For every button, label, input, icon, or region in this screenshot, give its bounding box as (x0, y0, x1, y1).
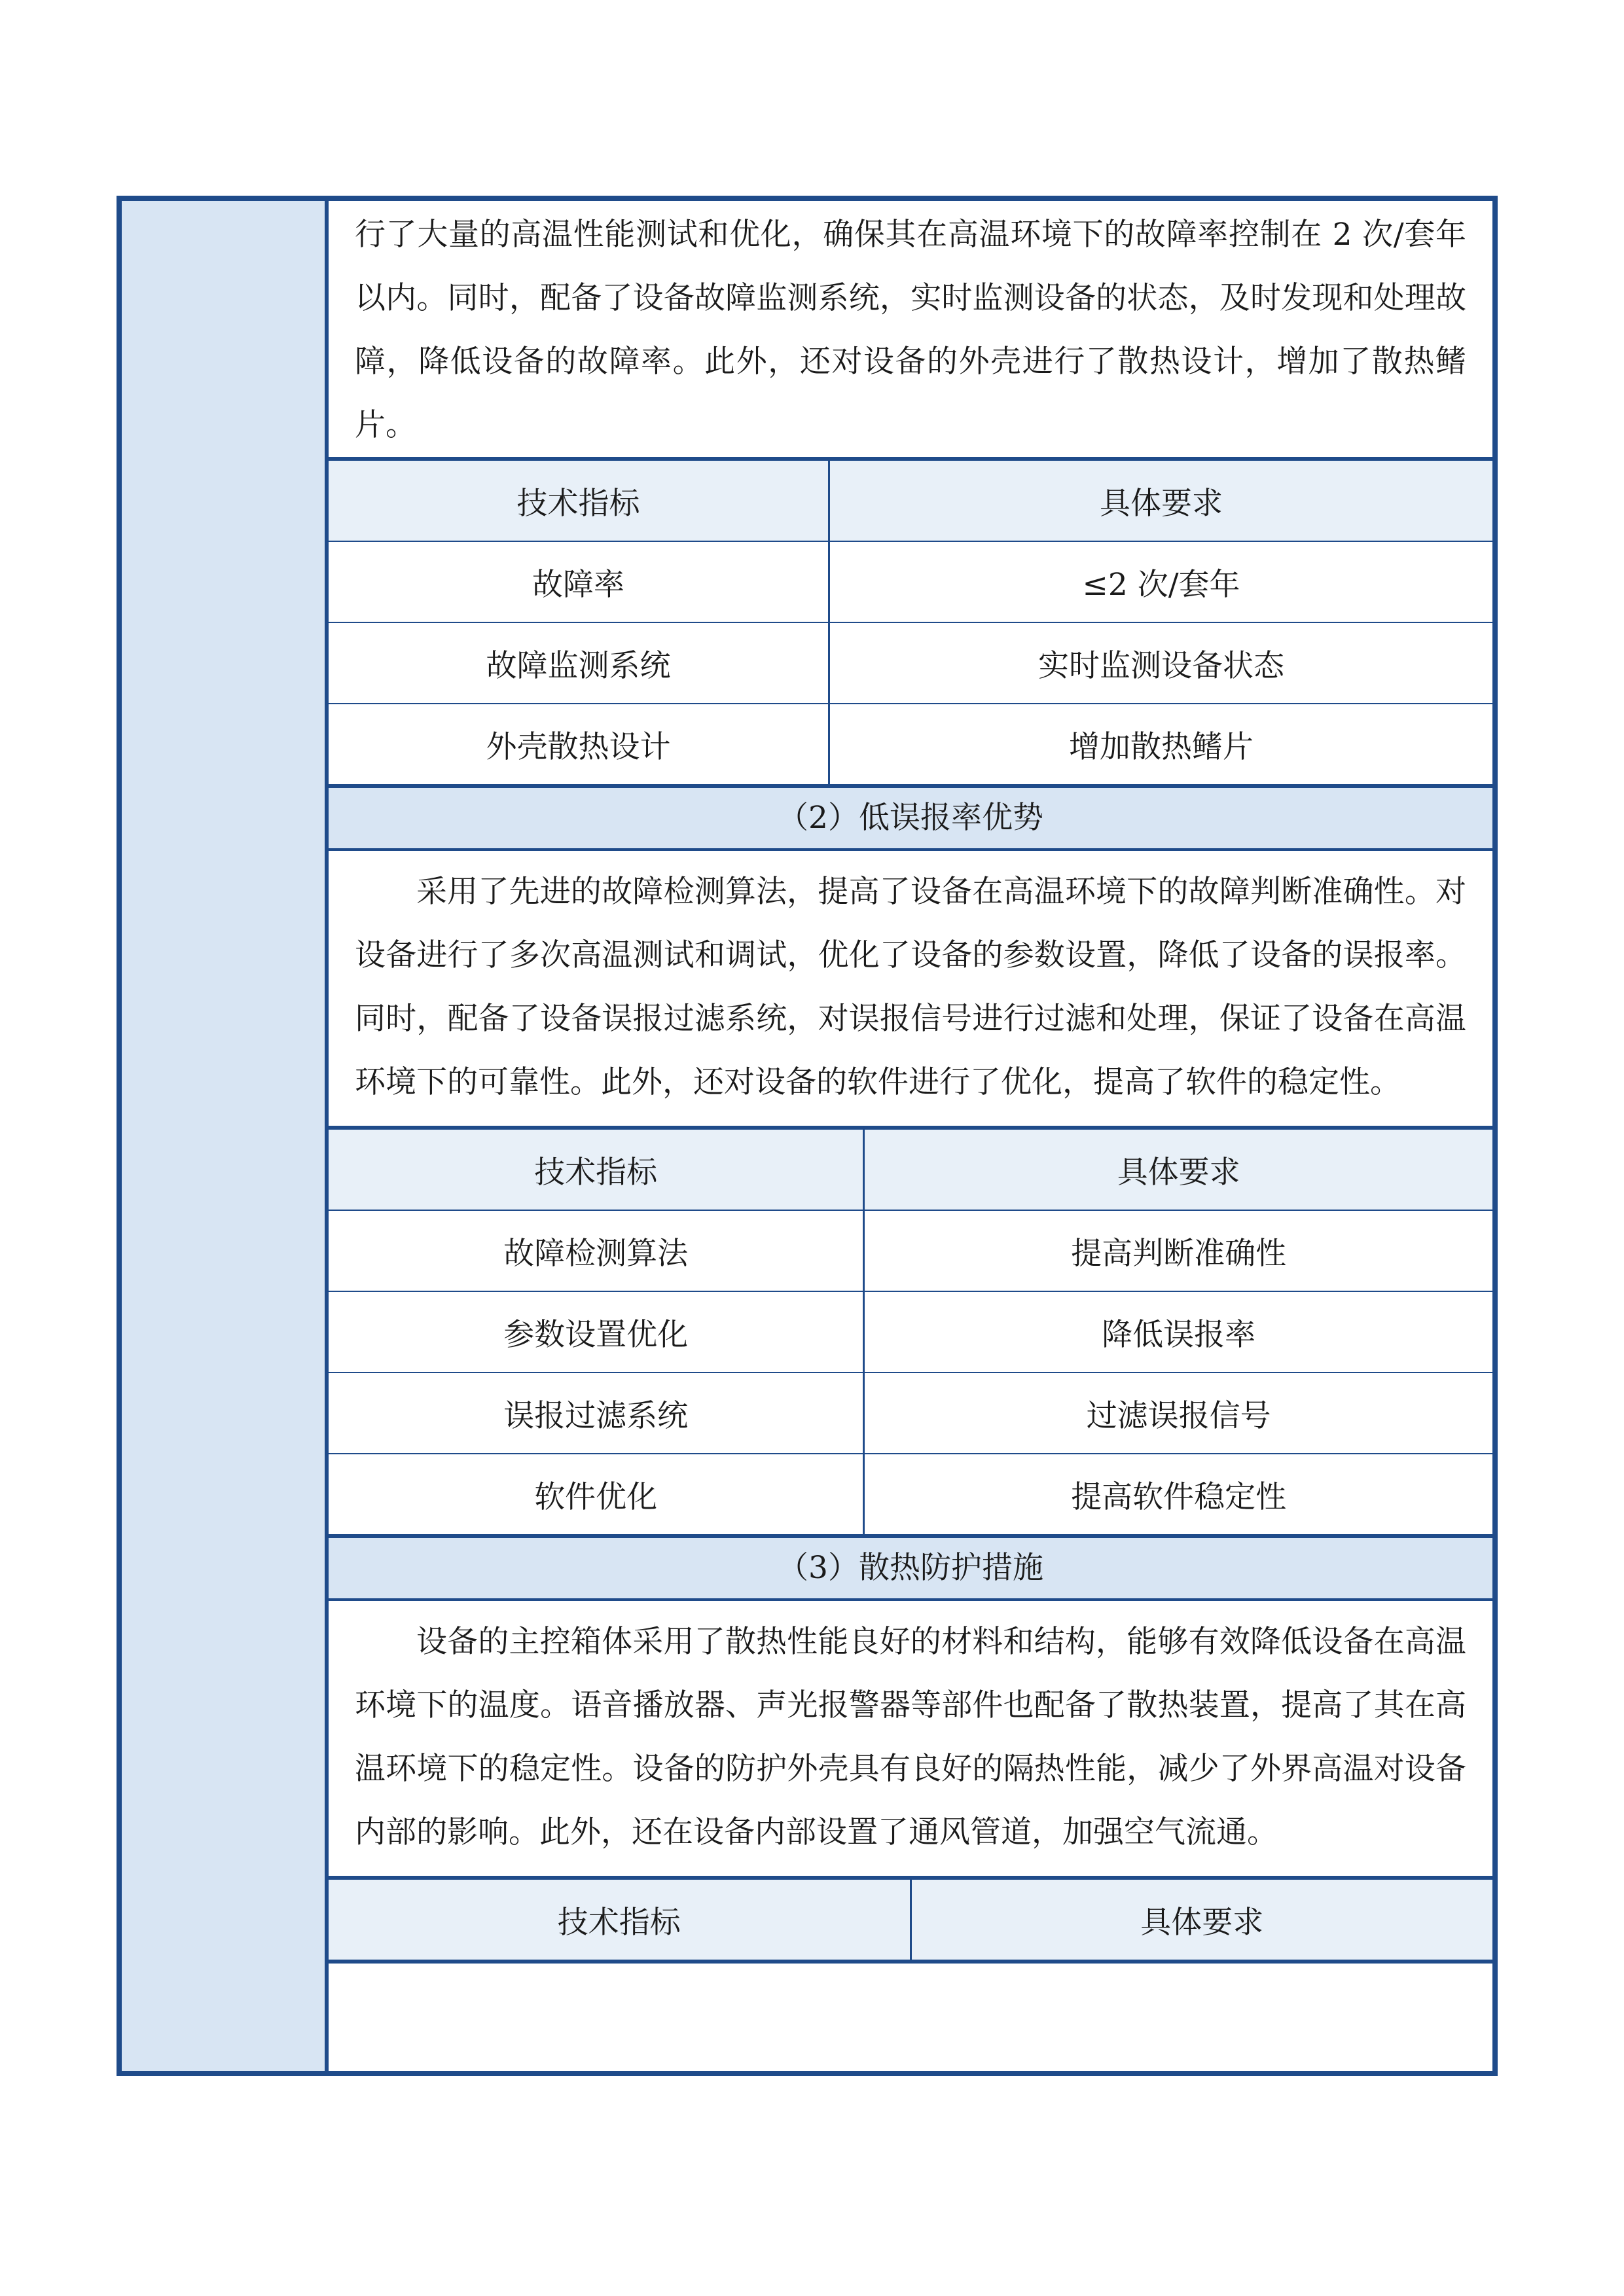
table-row (329, 704, 1492, 786)
table-cell: 故障检测算法 (329, 1210, 864, 1291)
table-cell: 降低误报率 (864, 1291, 1492, 1372)
spec-table-1 (329, 461, 1492, 788)
left-label-column (122, 201, 329, 2071)
column-header: 技术指标 (329, 461, 829, 541)
column-header: 具体要求 (911, 1880, 1492, 1962)
section-2-title: （2）低误报率优势 (329, 788, 1492, 851)
table-row (329, 1454, 1492, 1536)
table-cell: 故障监测系统 (329, 622, 829, 704)
table-header-row (329, 461, 1492, 541)
intro-paragraph: 行了大量的高温性能测试和优化，确保其在高温环境下的故障率控制在 2 次/套年以内。同时，配备了设备故障监测系统，实时监测设备的状态，及时发现和处理故障，降低设备的故障率。此外，还对设备的外壳进行了散热设计，增加了散热鳍片。 (329, 201, 1492, 461)
table-cell: 软件优化 (329, 1454, 864, 1536)
table-header-row (329, 1130, 1492, 1210)
section-2-paragraph: 采用了先进的故障检测算法，提高了设备在高温环境下的故障判断准确性。对设备进行了多次高温测试和调试，优化了设备的参数设置，降低了设备的误报率。同时，配备了设备误报过滤系统，对误报信号进行过滤和处理，保证了设备在高温环境下的可靠性。此外，还对设备的软件进行了优化，提高了软件的稳定性。 (329, 851, 1492, 1130)
section-3-title: （3）散热防护措施 (329, 1538, 1492, 1601)
table-row (329, 622, 1492, 704)
column-header: 具体要求 (864, 1130, 1492, 1210)
table-cell: 过滤误报信号 (864, 1372, 1492, 1454)
table-cell: 实时监测设备状态 (829, 622, 1492, 704)
column-header: 具体要求 (829, 461, 1492, 541)
document-frame (117, 196, 1498, 2076)
table-header-row (329, 1880, 1492, 1962)
table-row (329, 1372, 1492, 1454)
table-cell: 参数设置优化 (329, 1291, 864, 1372)
table-cell: 提高软件稳定性 (864, 1454, 1492, 1536)
table-cell: 外壳散热设计 (329, 704, 829, 786)
column-header: 技术指标 (329, 1880, 911, 1962)
table-cell: 提高判断准确性 (864, 1210, 1492, 1291)
table-cell: 故障率 (329, 541, 829, 622)
content-column (329, 201, 1492, 2071)
spec-table-2 (329, 1130, 1492, 1538)
table-row (329, 1210, 1492, 1291)
column-header: 技术指标 (329, 1130, 864, 1210)
table-row (329, 541, 1492, 622)
table-cell: 增加散热鳍片 (829, 704, 1492, 786)
table-cell: 误报过滤系统 (329, 1372, 864, 1454)
section-3-paragraph: 设备的主控箱体采用了散热性能良好的材料和结构，能够有效降低设备在高温环境下的温度。语音播放器、声光报警器等部件也配备了散热装置，提高了其在高温环境下的稳定性。设备的防护外壳具有良好的隔热性能，减少了外界高温对设备内部的影响。此外，还在设备内部设置了通风管道，加强空气流通。 (329, 1601, 1492, 1880)
table-cell: ≤2 次/套年 (829, 541, 1492, 622)
table-row (329, 1291, 1492, 1372)
spec-table-3 (329, 1880, 1492, 1964)
